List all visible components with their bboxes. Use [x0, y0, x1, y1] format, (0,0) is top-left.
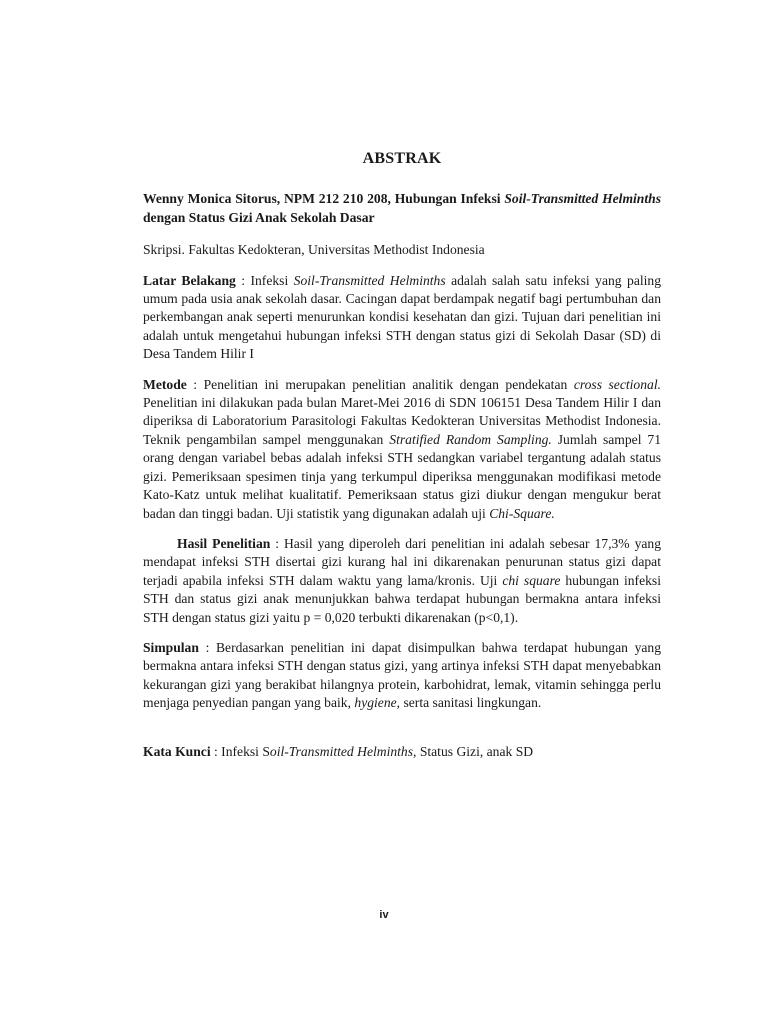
page-title: ABSTRAK	[362, 150, 442, 167]
author-italic: Soil-Transmitted Helminths	[504, 191, 661, 207]
section-label: Kata Kunci	[143, 743, 211, 759]
section-text: : Hasil yang diperoleh dari penelitian ini adalah sebesar 17,3% yang mendapat infeksi STH disertai gizi kurang hal ini dikarenakan penurunan status gizi dapat terjadi apabila infeksi STH dalam waktu yang lama/kronis. Uji	[143, 535, 661, 588]
author-text-end: dengan Status Gizi Anak Sekolah Dasar	[143, 209, 375, 225]
page-number: iv	[379, 909, 389, 921]
section-kata-kunci	[143, 743, 661, 761]
section-text: Penelitian ini dilakukan pada bulan Maret-Mei 2016 di SDN 106151 Desa Tandem Hilir I dan diperiksa di Laboratorium Parasitologi Fakultas Kedokteran Universitas Methodist Indonesia. Teknik pengambilan sampel menggunakan	[143, 395, 661, 447]
section-label: Metode	[143, 376, 187, 392]
author-text: Wenny Monica Sitorus, NPM 212 210 208, Hubungan Infeksi	[143, 191, 505, 207]
section-italic: Chi-Square.	[489, 505, 555, 521]
section-text: , Status Gizi, anak SD	[413, 743, 534, 759]
section-text: : Berdasarkan penelitian ini dapat disimpulkan bahwa terdapat hubungan yang bermakna antara infeksi STH dengan status gizi, yang artinya infeksi STH dapat menyebabkan kekurangan gizi yang berakibat hilangnya protein, karbohidrat, lemak, vitamin sehingga perlu menjaga penyedian pangan yang baik,	[143, 639, 661, 711]
section-text: hubungan infeksi STH dan status gizi anak menunjukkan bahwa terdapat hubungan bermakna antara infeksi STH dengan status gizi yaitu p = 0,020 terbukti dikarenakan (p<0,1).	[143, 572, 661, 625]
section-metode	[143, 376, 661, 523]
section-italic: hygiene	[354, 695, 397, 711]
section-label: Latar Belakang	[143, 272, 236, 288]
abstract-body	[143, 150, 661, 761]
section-italic: cross sectional.	[573, 376, 661, 392]
section-label: Simpulan	[143, 639, 199, 655]
section-italic: Soil-Transmitted Helminths	[293, 272, 446, 288]
section-text: : Infeksi	[235, 272, 294, 288]
section-latar-belakang	[143, 272, 661, 364]
section-italic: oil-Transmitted Helminths	[269, 743, 414, 759]
section-label: Hasil Penelitian	[177, 535, 271, 551]
section-text: Jumlah sampel 71 orang dengan variabel bebas adalah infeksi STH sedangkan variabel tergantung adalah status gizi. Pemeriksaan spesimen tinja yang terkumpul diperiksa menggunakan modifikasi metode Kato-Katz untuk melihat kualitatif. Pemeriksaan status gizi diukur dengan mengukur berat badan dan tinggi badan. Uji statistik yang digunakan adalah uji	[143, 431, 662, 521]
skripsi-line: Skripsi. Fakultas Kedokteran, Universitas Methodist Indonesia	[143, 242, 485, 258]
section-italic: chi square	[502, 572, 561, 588]
section-text: : Penelitian ini merupakan penelitian analitik dengan pendekatan	[186, 376, 574, 392]
section-italic: Stratified Random Sampling.	[389, 431, 552, 447]
section-text: : Infeksi S	[210, 743, 270, 759]
author-line	[143, 190, 661, 227]
section-text: adalah salah satu infeksi yang paling umum pada usia anak sekolah dasar. Cacingan dapat berdampak negatif bagi pertumbuhan dan perkembangan anak seperti menurunkan kondisi kesehatan dan gizi. Tujuan dari penelitian ini adalah untuk mengetahui hubungan infeksi STH dengan status gizi di Sekolah Dasar (SD) di Desa Tandem Hilir I	[143, 272, 661, 362]
section-text: , serta sanitasi lingkungan.	[396, 695, 542, 711]
section-hasil-penelitian	[143, 535, 661, 627]
section-simpulan	[143, 639, 661, 713]
